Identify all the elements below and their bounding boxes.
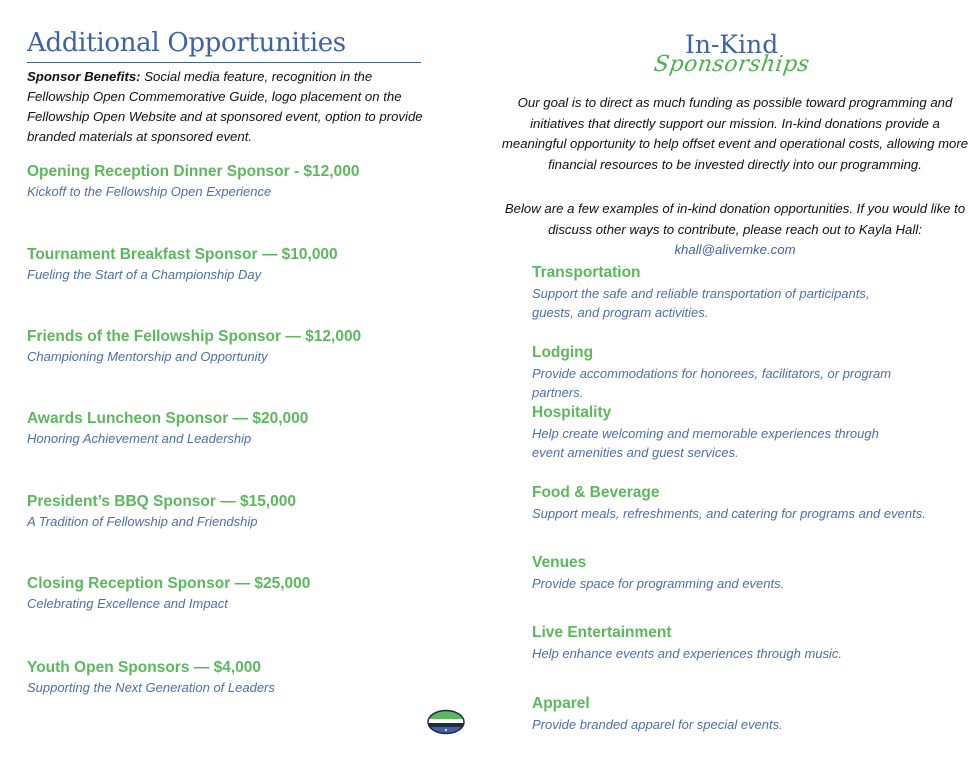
in-kind-item-title: Live Entertainment (532, 624, 672, 641)
in-kind-item-subtitle: Provide space for programming and events. (532, 576, 785, 591)
in-kind-item (532, 624, 932, 663)
in-kind-item (532, 404, 932, 462)
in-kind-item (532, 264, 932, 322)
sponsor-item-subtitle: Celebrating Excellence and Impact (27, 596, 228, 611)
in-kind-item (532, 484, 932, 523)
sponsor-item (27, 575, 310, 613)
sponsorships-script-title: Sponsorships (652, 52, 812, 77)
sponsor-item (27, 493, 296, 531)
in-kind-item-subtitle: Provide accommodations for honorees, facilitators, or program partners. (532, 366, 892, 400)
sponsor-item-subtitle: A Tradition of Fellowship and Friendship (27, 514, 258, 529)
title-divider (27, 62, 421, 63)
additional-opportunities-section (27, 28, 427, 147)
sponsor-item-subtitle: Kickoff to the Fellowship Open Experience (27, 184, 272, 199)
sponsor-item-title: Awards Luncheon Sponsor — $20,000 (27, 410, 309, 427)
sponsor-item-title: Youth Open Sponsors — $4,000 (27, 659, 261, 676)
contact-text: Below are a few examples of in-kind donation opportunities. If you would like to discuss other ways to contribute, please reach out to Kayla Hall: (504, 201, 966, 237)
in-kind-item-subtitle: Support meals, refreshments, and catering for programs and events. (532, 506, 926, 521)
sponsor-item (27, 659, 275, 697)
in-kind-item (532, 554, 932, 593)
additional-opportunities-title: Additional Opportunities (27, 28, 346, 58)
sponsor-benefits (27, 67, 427, 147)
in-kind-item-title: Transportation (532, 264, 641, 281)
in-kind-item (532, 695, 932, 734)
in-kind-intro-paragraph: Our goal is to direct as much funding as possible toward programming and initiatives that directly support our mission. In-kind donations provide a meaningful opportunity to help offset event and operational costs, allowing more financial resources to be invested directly into our programming. (501, 95, 969, 172)
contact-email-link[interactable]: khall@alivemke.com (674, 242, 796, 257)
in-kind-heading (654, 30, 824, 80)
in-kind-item-subtitle: Support the safe and reliable transportation of participants, guests, and program activities. (532, 286, 870, 320)
in-kind-item-title: Lodging (532, 344, 594, 361)
in-kind-item (532, 344, 932, 402)
sponsor-item (27, 163, 359, 201)
sponsor-item-subtitle: Fueling the Start of a Championship Day (27, 267, 262, 282)
sponsor-item-title: Closing Reception Sponsor — $25,000 (27, 575, 311, 592)
sponsor-item-subtitle: Honoring Achievement and Leadership (27, 431, 252, 446)
sponsor-benefits-label: Sponsor Benefits: (27, 69, 141, 84)
in-kind-item-title: Hospitality (532, 404, 612, 421)
in-kind-item-title: Apparel (532, 695, 590, 712)
oval-emblem-logo (427, 709, 465, 735)
in-kind-item-subtitle: Help create welcoming and memorable experiences through event amenities and guest services. (532, 426, 879, 460)
sponsor-item (27, 246, 338, 284)
sponsor-item-title: President’s BBQ Sponsor — $15,000 (27, 493, 297, 510)
in-kind-contact-paragraph (500, 199, 970, 261)
sponsor-item (27, 328, 361, 366)
sponsor-item-title: Opening Reception Dinner Sponsor - $12,000 (27, 163, 360, 180)
in-kind-item-title: Venues (532, 554, 587, 571)
in-kind-item-subtitle: Provide branded apparel for special events. (532, 717, 783, 732)
sponsor-item-title: Friends of the Fellowship Sponsor — $12,000 (27, 328, 362, 345)
in-kind-title: In-Kind (685, 30, 779, 59)
in-kind-item-subtitle: Help enhance events and experiences through music. (532, 646, 843, 661)
sponsor-item (27, 410, 308, 448)
sponsor-item-subtitle: Supporting the Next Generation of Leaders (27, 680, 275, 695)
sponsor-item-subtitle: Championing Mentorship and Opportunity (27, 349, 268, 364)
sponsor-benefits-text: Social media feature, recognition in the Fellowship Open Commemorative Guide, logo placement on the Fellowship Open Website and at sponsored event, option to provide branded materials at sponsored event. (27, 69, 423, 144)
in-kind-item-title: Food & Beverage (532, 484, 660, 501)
sponsor-item-title: Tournament Breakfast Sponsor — $10,000 (27, 246, 338, 263)
